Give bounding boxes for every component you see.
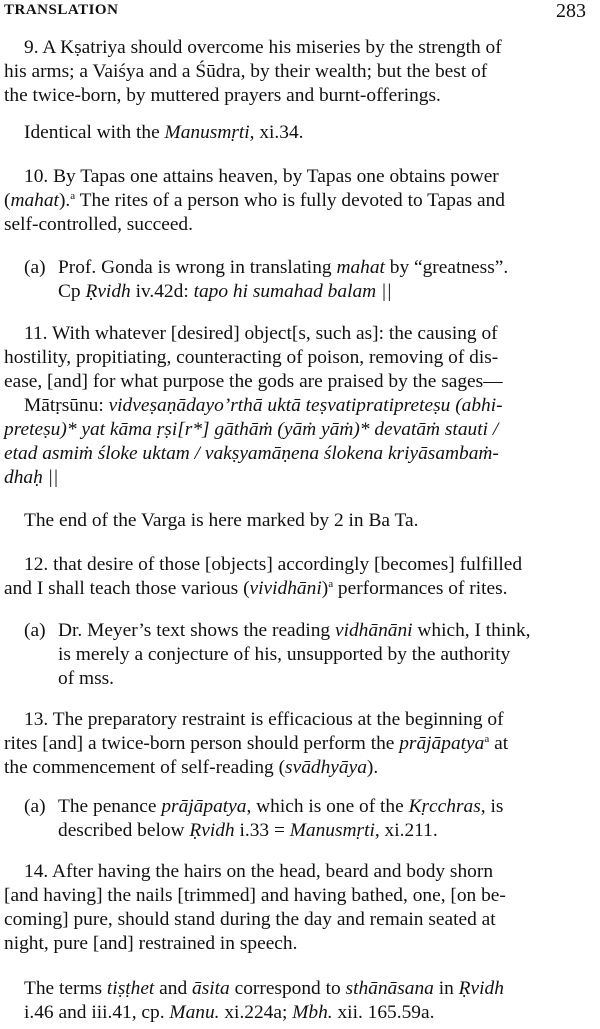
text-span: (a) — [24, 796, 46, 817]
text-line — [4, 394, 598, 418]
text-span: Manu. — [169, 1002, 220, 1023]
text-span: Dr. Meyer’s text shows the reading — [58, 620, 335, 641]
text-span: vidhānāni — [334, 620, 413, 641]
text-span: iv.42d: — [130, 281, 194, 302]
text-span: tapo hi sumahad balam || — [193, 281, 392, 302]
text-span: svādhyāya — [285, 757, 367, 778]
text-span: Kṛcchras — [408, 796, 481, 817]
text-span: vidveṣaṇādayo’rthā uktā teṣvatipratipreteṣu (abhi- — [108, 395, 503, 416]
verse-11-varga-note — [24, 509, 600, 533]
text-span: described below — [58, 820, 190, 841]
verse-9-line: his arms; a Vaiśya and a Śūdra, by their wealth; but the best of — [4, 61, 488, 82]
verse-10 — [4, 165, 598, 237]
text-span: tiṣṭhet — [106, 978, 155, 999]
verse-10-line: self-controlled, succeed. — [4, 214, 193, 235]
text-span: Identical with the — [24, 122, 165, 143]
text-span: Ṛvidh — [85, 281, 131, 302]
text-line — [24, 619, 600, 643]
verse-11-line: 11. With whatever [desired] object[s, such as]: the causing of — [24, 323, 498, 344]
text-span: ). — [366, 757, 379, 778]
text-span: Mātṛsūnu: — [24, 395, 109, 416]
text-span: Manusmṛti — [289, 820, 375, 841]
text-span: which, I think, — [412, 620, 531, 641]
text-span: (a) — [24, 620, 46, 641]
text-span: and I shall teach those various ( — [4, 578, 250, 599]
text-span: is merely a conjecture of his, unsupported by the authority — [58, 644, 511, 665]
text-span: prājāpatya — [161, 796, 247, 817]
text-span: vividhāni — [249, 578, 322, 599]
verse-12-footnote — [24, 619, 600, 691]
verse-12-line — [4, 577, 598, 601]
text-span: mahat — [336, 257, 385, 278]
verse-13 — [4, 708, 598, 780]
text-span: a — [328, 578, 334, 590]
verse-11 — [4, 322, 598, 490]
text-span: i.33 = — [234, 820, 290, 841]
verse-11-line: ease, [and] for what purpose the gods are praised by the sages— — [4, 371, 503, 392]
text-span: , which is one of the — [246, 796, 409, 817]
text-span: Prof. Gonda is wrong in translating — [58, 257, 337, 278]
verse-11-line: hostility, propitiating, counteracting of poison, removing of dis- — [4, 347, 499, 368]
text-span: , xi.211. — [374, 820, 438, 841]
text-line — [24, 280, 600, 304]
text-line — [24, 121, 600, 145]
text-span: and — [154, 978, 193, 999]
text-span: Ṛvidh — [189, 820, 235, 841]
text-span: mahat — [10, 190, 59, 211]
text-span: Mbh. — [292, 1002, 333, 1023]
text-span: The penance — [58, 796, 162, 817]
text-span: xi.224a; — [219, 1002, 293, 1023]
text-span: Ṛvidh — [458, 978, 504, 999]
text-span: Manusmṛti — [164, 122, 250, 143]
text-span: ( — [4, 190, 11, 211]
text-span: the commencement of self-reading ( — [4, 757, 286, 778]
verse-14-line: 14. After having the hairs on the head, beard and body shorn — [24, 861, 494, 882]
running-head: TRANSLATION — [4, 2, 119, 18]
text-span: , is — [480, 796, 504, 817]
verse-13-footnote — [24, 795, 600, 843]
text-span: prājāpatya — [399, 733, 485, 754]
text-span: Cp — [58, 281, 86, 302]
text-span: at — [489, 733, 509, 754]
text-span: i.46 and iii.41, cp. — [24, 1002, 170, 1023]
text-span: in — [433, 978, 459, 999]
text-span: etad asmiṁ śloke uktam / vakṣyamāṇena ślokena kriyāsambaṁ- — [4, 443, 499, 464]
verse-14-line: night, pure [and] restrained in speech. — [4, 933, 298, 954]
text-line — [4, 418, 598, 442]
text-span: a — [484, 733, 490, 745]
text-span: ) — [321, 578, 329, 599]
text-span: by “greatness”. — [384, 257, 509, 278]
verse-13-line — [4, 732, 598, 756]
text-span: , xi.34. — [249, 122, 304, 143]
text-span: sthānāsana — [345, 978, 434, 999]
text-line — [24, 977, 600, 1001]
text-span: preteṣu)* yat kāma ṛṣi[r*] gāthāṁ (yāṁ yāṁ)* devatāṁ stauti / — [4, 419, 499, 440]
verse-12-line: 12. that desire of those [objects] accordingly [becomes] fulfilled — [24, 554, 523, 575]
text-span: xii. 165.59a. — [332, 1002, 435, 1023]
text-span: The terms — [24, 978, 107, 999]
verse-12 — [4, 553, 598, 601]
text-span: dhaḥ || — [4, 467, 59, 488]
verse-14-line: coming] pure, should stand during the day and remain seated at — [4, 909, 496, 930]
text-line — [4, 442, 598, 466]
text-span: rites [and] a twice-born person should perform the — [4, 733, 400, 754]
page-number: 283 — [556, 0, 586, 22]
text-line — [24, 256, 600, 280]
verse-14-comment — [24, 977, 600, 1025]
text-line — [24, 795, 600, 819]
text-span: correspond to — [229, 978, 346, 999]
text-line — [4, 466, 598, 490]
verse-13-line — [4, 756, 598, 780]
verse-9-comment — [24, 121, 600, 145]
text-line — [24, 819, 600, 843]
verse-13-line: 13. The preparatory restraint is efficacious at the beginning of — [24, 709, 504, 730]
text-span: āsita — [192, 978, 230, 999]
verse-14 — [4, 860, 598, 956]
text-span: The rites of a person who is fully devoted to Tapas and — [75, 190, 505, 211]
verse-9-line: the twice-born, by muttered prayers and burnt-offerings. — [4, 85, 441, 106]
verse-9-line: 9. A Kṣatriya should overcome his miseries by the strength of — [24, 37, 502, 58]
verse-10-line — [4, 189, 598, 213]
verse-10-footnote — [24, 256, 600, 304]
text-line — [24, 1001, 600, 1025]
text-span: a — [70, 190, 76, 202]
verse-9 — [4, 36, 598, 108]
text-span: performances of rites. — [333, 578, 508, 599]
verse-10-line: 10. By Tapas one attains heaven, by Tapas one obtains power — [24, 166, 499, 187]
text-span: The end of the Varga is here marked by 2 in Ba Ta. — [24, 510, 419, 531]
text-span: of mss. — [58, 668, 115, 689]
text-span: ). — [58, 190, 71, 211]
verse-14-line: [and having] the nails [trimmed] and having bathed, one, [on be- — [4, 885, 506, 906]
text-span: (a) — [24, 257, 46, 278]
